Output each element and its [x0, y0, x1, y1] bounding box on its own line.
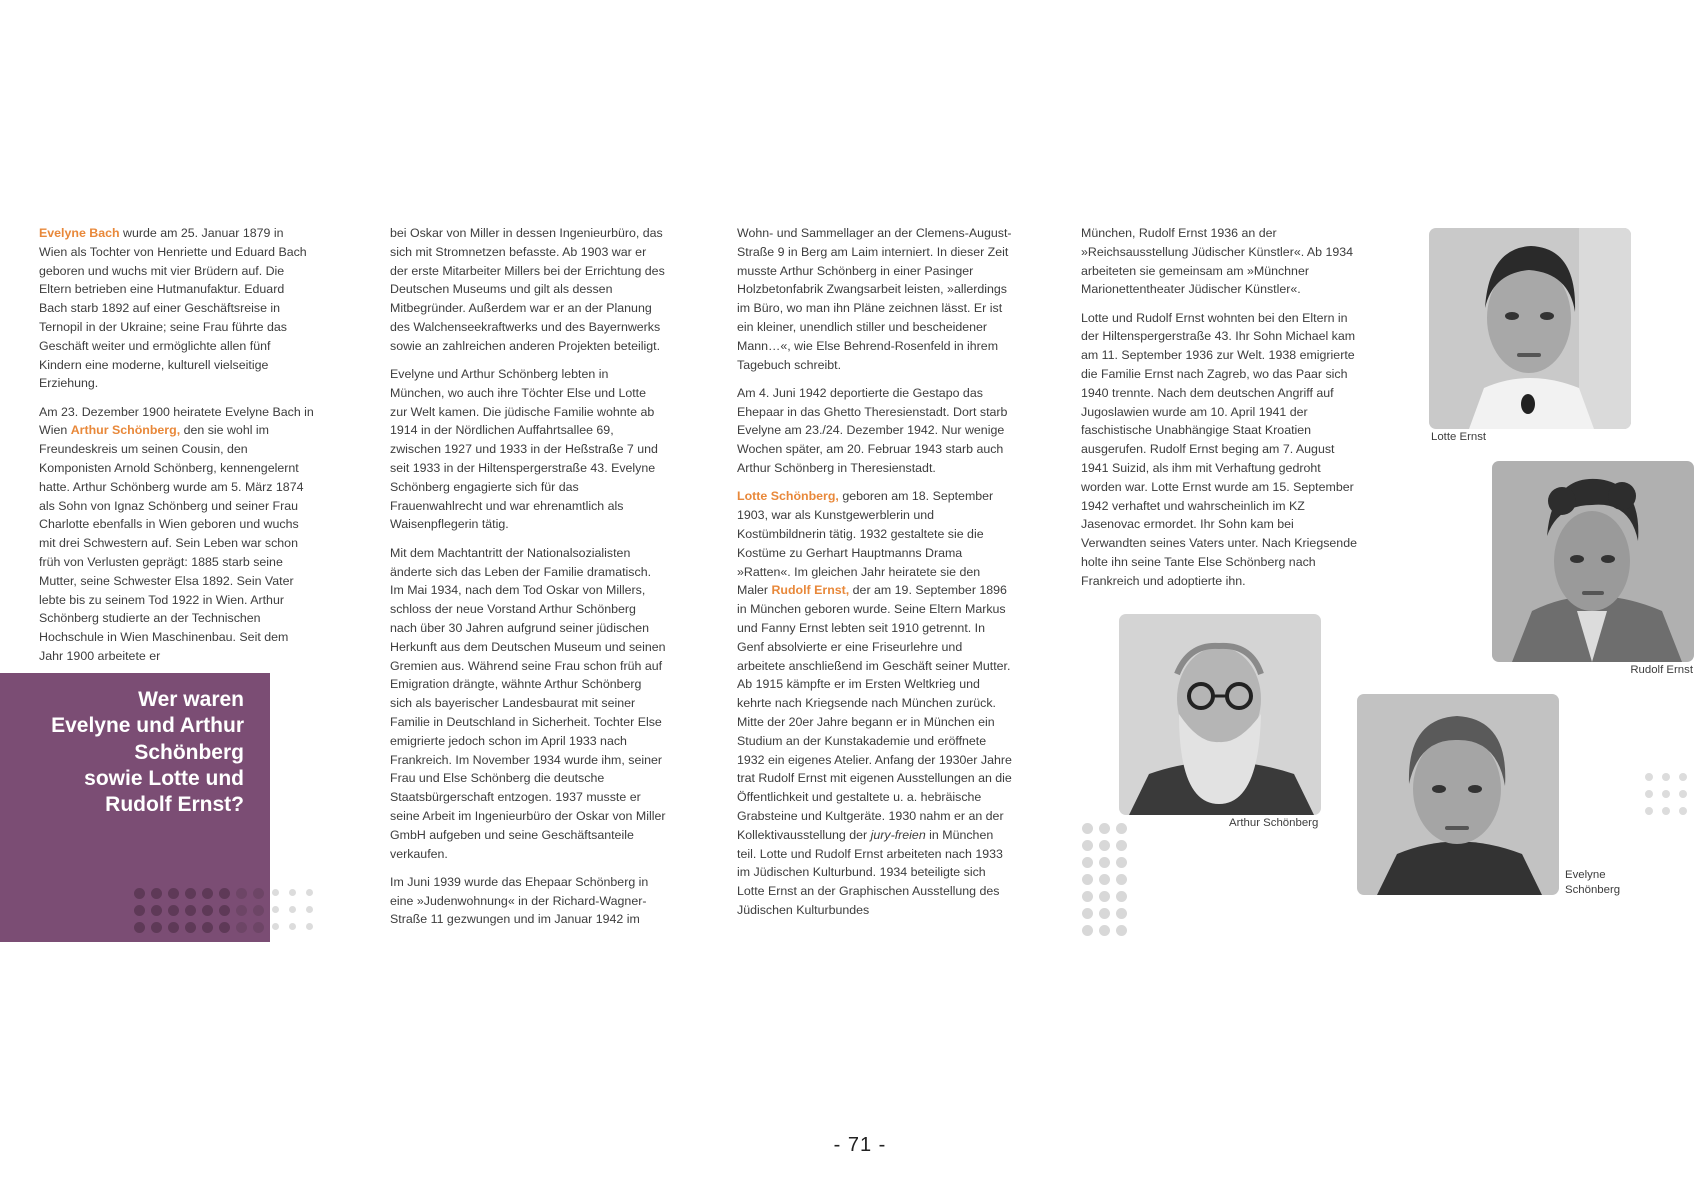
decorative-dots [1645, 773, 1687, 815]
decorative-dot [1082, 857, 1093, 868]
photo-rudolf-ernst [1492, 461, 1694, 662]
decorative-dot [236, 888, 247, 899]
decorative-dot [1116, 823, 1127, 834]
decorative-dot [306, 889, 313, 896]
decorative-dot [1116, 874, 1127, 885]
page-number: - 71 - [833, 1134, 887, 1156]
name-highlight: Rudolf Ernst, [771, 583, 850, 598]
decorative-dot [253, 905, 264, 916]
decorative-dot [289, 923, 296, 930]
decorative-dot [1082, 908, 1093, 919]
section-heading: Wer waren Evelyne und Arthur Schönberg sowie Lotte und Rudolf Ernst? [51, 688, 244, 817]
decorative-dot [272, 906, 279, 913]
name-highlight: Lotte Schönberg, [737, 489, 839, 504]
paragraph: Lotte und Rudolf Ernst wohnten bei den Eltern in der Hiltenspergerstraße 43. Ihr Sohn Michael kam am 11. September 1936 zur Welt. 1938 emigrierte die Familie Ernst nach Zagreb, wo das Paar sich 1940 trennte. Nach dem deutschen Angriff auf Jugoslawien wurde am 10. April 1941 der faschistische Unabhängige Staat Kroatien ausgerufen. Rudolf Ernst beging am 7. August 1941 Suizid, als ihm mit Verhaftung gedroht worden war. Lotte Ernst wurde am 15. September 1942 verhaftet und wahrscheinlich im KZ Jasenovac ermordet. Ihr Sohn kam bei Verwandten seines Vaters unter. Nach Kriegsende holte ihn seine Tante Else Schönberg nach Frankreich und adoptierte ihn. [1081, 310, 1357, 588]
decorative-dot [168, 922, 179, 933]
decorative-dot [134, 888, 145, 899]
photo-evelyne-schoenberg [1357, 694, 1559, 895]
decorative-dot [306, 906, 313, 913]
decorative-dot [1099, 874, 1110, 885]
decorative-dot [236, 922, 247, 933]
decorative-dot [151, 905, 162, 916]
decorative-dot [1679, 773, 1687, 781]
paragraph: Lotte Schönberg, geboren am 18. September 1903, war als Kunstgewerblerin und Kostümbildnerin tätig. 1932 gestaltete sie die Kostüme zu Gerhart Hauptmanns Drama »Ratten«. Im gleichen Jahr heiratete sie den Maler Rudolf Ernst, der am 19. September 1896 in München geboren wurde. Seine Eltern Markus und Fanny Ernst lebten seit 1910 getrennt. In Genf absolvierte er eine Friseurlehre und arbeitete anschließend im Geschäft seiner Mutter. Ab 1915 kämpfte er im Ersten Weltkrieg und kehrte nach Kriegsende nach München zurück. Mitte der 20er Jahre begann er in München ein Studium an der Kunstakademie und eröffnete 1932 ein eigenes Atelier. Anfang der 1930er Jahre trat Rudolf Ernst mit eigenen Ausstellungen an die Öffentlichkeit und gestaltete u. a. hebräische Grabsteine und Kultgeräte. 1930 nahm er an der Kollektivausstellung der jury-freien in München teil. Lotte und Rudolf Ernst arbeiteten nach 1933 im Jüdischen Kulturbund. 1934 beteiligte sich Lotte Ernst an der Graphischen Ausstellung des Jüdischen Kulturbundes [737, 489, 1012, 917]
text-column-3 [737, 224, 1013, 929]
decorative-dot [1082, 925, 1093, 936]
decorative-dot [151, 922, 162, 933]
decorative-dot [1082, 891, 1093, 902]
decorative-dot [168, 888, 179, 899]
paragraph: Mit dem Machtantritt der Nationalsozialisten änderte sich das Leben der Familie dramatisch. Im Mai 1934, nach dem Tod Oskar von Millers, schloss der neue Vorstand Arthur Schönberg nach über 30 Jahren aufgrund seiner jüdischen Herkunft aus dem Deutschen Museum und seinen Gremien aus. Während seine Frau schon früh auf Emigration drängte, wähnte Arthur Schönberg sich als bayerischer Landesbaurat mit seiner Familie in Deutschland in Sicherheit. Tochter Else emigrierte jedoch schon im April 1933 nach Frankreich. Im November 1934 wurde ihm, seiner Frau und Else Schönberg die deutsche Staatsbürgerschaft entzogen. 1937 musste er seine Arbeit im Ingenieurbüro der Oskar von Miller GmbH aufgeben und seine Geschäftsanteile verkaufen. [390, 545, 666, 861]
decorative-dot [236, 905, 247, 916]
paragraph: bei Oskar von Miller in dessen Ingenieurbüro, das sich mit Stromnetzen befasste. Ab 1903 war er der erste Mitarbeiter Millers bei der Errichtung des Deutschen Museums und gilt als dessen Mitbegründer. Außerdem war er an der Planung des Walchenseekraftwerks und des Bayernwerks sowie an zahlreichen anderen Projekten beteiligt. [390, 226, 665, 353]
paragraph: Wohn- und Sammellager an der Clemens-August-Straße 9 in Berg am Laim interniert. In dieser Zeit musste Arthur Schönberg in einer Pasinger Holzbetonfabrik Zwangsarbeit leisten, »allerdings im Büro, wo man ihn Pläne zeichnen lässt. Er ist ein kleiner, unendlich stiller und bescheidener Mann…«, wie Else Behrend-Rosenfeld in ihrem Tagebuch schreibt. [737, 226, 1012, 372]
decorative-dot [1116, 891, 1127, 902]
name-highlight: Evelyne Bach [39, 226, 120, 240]
decorative-dot [1679, 790, 1687, 798]
decorative-dot [1099, 840, 1110, 851]
decorative-dot [1645, 773, 1653, 781]
photo-lotte-ernst [1429, 228, 1631, 429]
decorative-dots [1082, 823, 1127, 936]
paragraph: Evelyne und Arthur Schönberg lebten in München, wo auch ihre Töchter Else und Lotte zur Welt kamen. Die jüdische Familie wohnte ab 1914 in der Nördlichen Auffahrtsallee 69, zwischen 1927 und 1933 in der Heßstraße 7 und seit 1933 in der Hiltenspergerstraße 43. Evelyne Schönberg engagierte sich für das Frauenwahlrecht und war ehrenamtlich als Waisenpflegerin tätig. [390, 367, 658, 532]
decorative-dot [1662, 773, 1670, 781]
decorative-dot [1116, 908, 1127, 919]
decorative-dot [1099, 857, 1110, 868]
decorative-dot [1645, 807, 1653, 815]
text-column-1 [39, 224, 315, 675]
name-highlight: Arthur Schönberg, [70, 423, 181, 438]
paragraph: München, Rudolf Ernst 1936 an der »Reichsausstellung Jüdischer Künstler«. Ab 1934 arbeiteten sie gemeinsam am »Münchner Marionettentheater Jüdischer Künstler«. [1081, 226, 1354, 297]
paragraph: Evelyne Bach wurde am 25. Januar 1879 in Wien als Tochter von Henriette und Eduard Bach geboren und wuchs mit vier Brüdern auf. Die Eltern betrieben eine Hutmanufaktur. Eduard Bach starb 1892 auf einer Geschäftsreise in Ternopil in der Ukraine; seine Frau führte das Geschäft weiter und ermöglichte allen fünf Kindern eine moderne, kulturell vielseitige Erziehung. [39, 226, 307, 391]
decorative-dot [1662, 807, 1670, 815]
decorative-dot [1099, 823, 1110, 834]
decorative-dot [1099, 925, 1110, 936]
decorative-dot [289, 906, 296, 913]
decorative-dot [289, 889, 296, 896]
decorative-dot [1099, 908, 1110, 919]
decorative-dot [1645, 790, 1653, 798]
paragraph: Im Juni 1939 wurde das Ehepaar Schönberg in eine »Judenwohnung« in der Richard-Wagner-Straße 11 gezwungen und im Januar 1942 im [390, 874, 649, 927]
decorative-dot [219, 905, 230, 916]
caption-rudolf: Rudolf Ernst [1630, 664, 1693, 676]
decorative-dot [1116, 925, 1127, 936]
text-column-4 [1081, 224, 1357, 600]
decorative-dot [168, 905, 179, 916]
caption-arthur: Arthur Schönberg [1229, 817, 1319, 829]
decorative-dot [253, 888, 264, 899]
decorative-dot [202, 905, 213, 916]
decorative-dot [253, 922, 264, 933]
caption-lotte: Lotte Ernst [1431, 431, 1487, 443]
decorative-dot [185, 888, 196, 899]
decorative-dot [272, 889, 279, 896]
decorative-dot [1679, 807, 1687, 815]
decorative-dot [306, 923, 313, 930]
text-column-2 [390, 224, 666, 939]
decorative-dot [151, 888, 162, 899]
decorative-dot [1116, 857, 1127, 868]
portrait-image [1357, 694, 1559, 895]
decorative-dot [219, 922, 230, 933]
decorative-dot [1082, 823, 1093, 834]
caption-evelyne: Evelyne Schönberg [1565, 869, 1621, 896]
photo-arthur-schoenberg [1119, 614, 1321, 815]
portrait-image [1492, 461, 1694, 662]
paragraph: Am 23. Dezember 1900 heiratete Evelyne Bach in Wien Arthur Schönberg, den sie wohl im Freundeskreis um seinen Cousin, den Komponisten Arnold Schönberg, kennengelernt hatte. Arthur Schönberg wurde am 5. März 1874 als Sohn von Ignaz Schönberg und seiner Frau Charlotte ebenfalls in Wien geboren und wuchs mit drei Schwestern auf. Sein Leben war schon früh von Verlusten geprägt: 1885 starb seine Mutter, seine Schwester Elsa 1892. Sein Vater lebte bis zu seinem Tod 1922 in Wien. Arthur Schönberg studierte an der Technischen Hochschule in Wien Maschinenbau. Seit dem Jahr 1900 arbeitete er [39, 404, 314, 664]
portrait-image [1119, 614, 1321, 815]
decorative-dot [134, 922, 145, 933]
decorative-dot [185, 922, 196, 933]
portrait-image [1429, 228, 1631, 429]
paragraph: Am 4. Juni 1942 deportierte die Gestapo das Ehepaar in das Ghetto Theresienstadt. Dort starb Evelyne am 23./24. Dezember 1942. Nur wenige Wochen später, am 20. Februar 1943 starb auch Arthur Schönberg in Theresienstadt. [737, 385, 1008, 476]
decorative-dot [202, 922, 213, 933]
decorative-dot [1082, 874, 1093, 885]
decorative-dot [1099, 891, 1110, 902]
decorative-dot [1082, 840, 1093, 851]
decorative-dot [134, 905, 145, 916]
decorative-dot [272, 923, 279, 930]
decorative-dot [185, 905, 196, 916]
decorative-dots [272, 889, 313, 930]
decorative-dots [134, 888, 264, 933]
decorative-dot [219, 888, 230, 899]
decorative-dot [1662, 790, 1670, 798]
decorative-dot [202, 888, 213, 899]
decorative-dot [1116, 840, 1127, 851]
